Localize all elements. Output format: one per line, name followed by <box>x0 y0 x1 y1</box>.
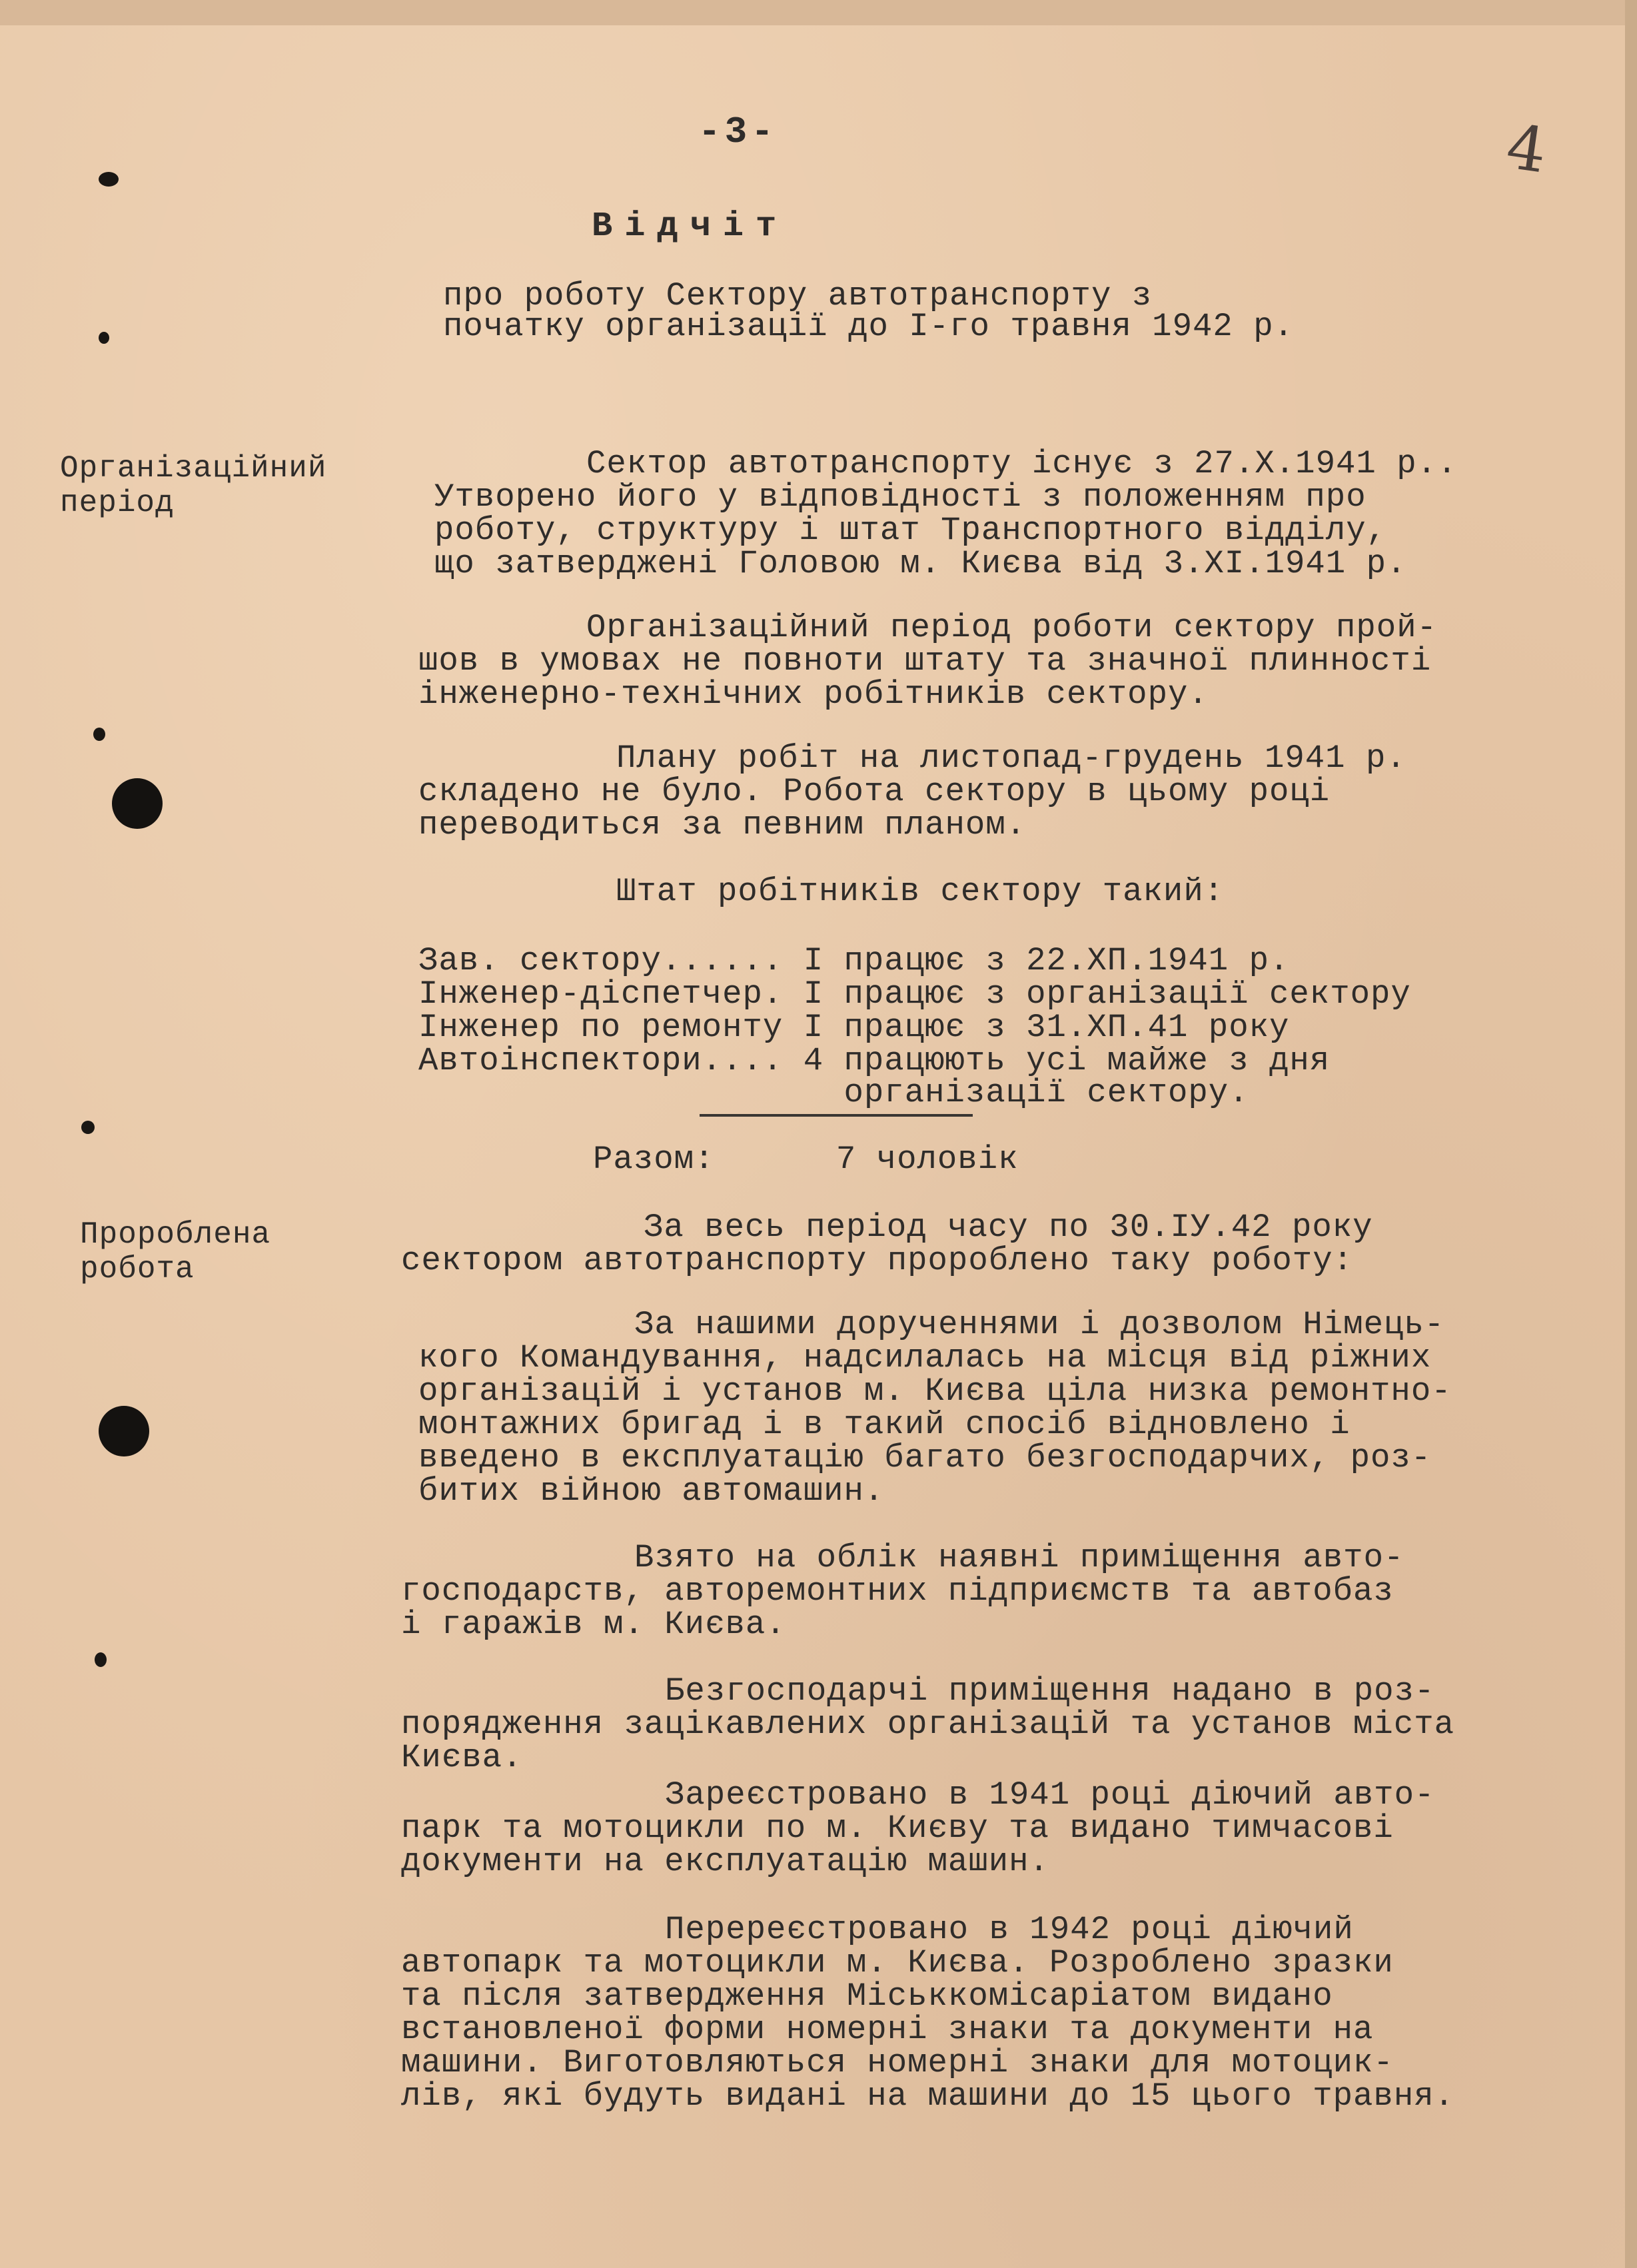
para3-line-1: Плану робіт на листопад-грудень 1941 р. <box>616 740 1406 777</box>
para4-line-2: сектором автотранспорту пророблено таку роботу: <box>401 1242 1354 1279</box>
subtitle-line-1: про роботу Сектору автотранспорту з <box>443 277 1153 314</box>
scan-border-right <box>1625 0 1637 2268</box>
archive-sheet-mark: 4 <box>1502 111 1551 187</box>
para3-line-3: переводиться за певним планом. <box>418 806 1027 844</box>
para2-line-2: шов в умовах не повноти штату та значної плинності <box>418 642 1432 680</box>
para6-line-2: господарств, авторемонтних підприємств та автобаз <box>401 1572 1394 1610</box>
para9-line-4: встановленої форми номерні знаки та документи на <box>401 2011 1374 2048</box>
para5-line-5: введено в експлуатацію багато безгосподарчих, роз- <box>418 1439 1432 1476</box>
para2-line-1: Організаційний період роботи сектору прой- <box>586 609 1438 646</box>
para8-line-2: парк та мотоцикли по м. Києву та видано тимчасові <box>401 1810 1394 1847</box>
para1-line-1: Сектор автотранспорту існує з 27.X.1941 р.. <box>586 445 1458 482</box>
margin-label-work-done-2: робота <box>80 1252 195 1287</box>
staff-row: організації сектору. <box>418 1074 1249 1111</box>
para1-line-2: Утворено його у відповідності з положенням про <box>434 478 1366 516</box>
para9-line-1: Перереєстровано в 1942 році діючий <box>665 1911 1354 1948</box>
staff-row: Інженер по ремонту I працює з 31.ХП.41 року <box>418 1009 1290 1046</box>
para8-line-1: Зареєстровано в 1941 році діючий авто- <box>665 1776 1435 1814</box>
binder-hole-top <box>112 778 163 829</box>
para9-line-5: машини. Виготовляються номерні знаки для мотоцик- <box>401 2044 1394 2081</box>
document-title: Відчіт <box>592 207 789 246</box>
para5-line-2: кого Командування, надсилалась на місця від ріжних <box>418 1339 1432 1377</box>
margin-label-work-done-1: Пророблена <box>80 1217 271 1252</box>
para7-line-1: Безгосподарчі приміщення надано в роз- <box>665 1672 1435 1710</box>
staff-row: Інженер-діспетчер. I працює з організації сектору <box>418 975 1411 1013</box>
para3-line-2: складено не було. Робота сектору в цьому році <box>418 773 1331 810</box>
margin-label-org-period-1: Організаційний <box>60 451 327 486</box>
para9-line-2: автопарк та мотоцикли м. Києва. Розроблено зразки <box>401 1944 1394 1982</box>
total-underline <box>700 1114 973 1117</box>
staff-row: Зав. сектору...... I працює з 22.ХП.1941 р. <box>418 942 1290 979</box>
para6-line-1: Взято на облік наявні приміщення авто- <box>634 1539 1404 1576</box>
para1-line-4: що затверджені Головою м. Києва від 3.XI.1941 р. <box>434 545 1407 582</box>
para1-line-3: роботу, структуру і штат Транспортного відділу, <box>434 512 1387 549</box>
para5-line-1: За нашими дорученнями і дозволом Німець- <box>634 1306 1445 1343</box>
staff-row: Автоінспектори.... 4 працюють усі майже з дня <box>418 1042 1331 1079</box>
para2-line-3: інженерно-технічних робітників сектору. <box>418 676 1209 713</box>
para7-line-3: Києва. <box>401 1739 523 1776</box>
para5-line-4: монтажних бригад і в такий спосіб відновлено і <box>418 1406 1351 1443</box>
subtitle-line-2: початку організації до I-го травня 1942 р. <box>443 308 1295 345</box>
margin-label-org-period-2: період <box>60 486 175 520</box>
ink-speck <box>93 728 105 741</box>
para5-line-3: організацій і установ м. Києва ціла низка ремонтно- <box>418 1373 1452 1410</box>
ink-speck <box>81 1121 95 1134</box>
binder-hole-bottom <box>99 1406 149 1456</box>
para6-line-3: і гаражів м. Києва. <box>401 1606 786 1643</box>
scan-border-top <box>0 0 1637 25</box>
staff-total: Разом: 7 чоловік <box>593 1141 1019 1178</box>
para4-line-1: За весь період часу по 30.IУ.42 року <box>644 1209 1373 1246</box>
ink-speck <box>95 1652 107 1667</box>
para5-line-6: битих війною автомашин. <box>418 1472 885 1510</box>
para7-line-2: порядження зацікавлених організацій та установ міста <box>401 1706 1455 1743</box>
page-number: -3- <box>698 111 778 153</box>
para8-line-3: документи на експлуатацію машин. <box>401 1843 1049 1880</box>
ink-speck <box>99 332 109 344</box>
staff-heading: Штат робітників сектору такий: <box>616 873 1225 910</box>
ink-speck <box>99 172 119 187</box>
para9-line-3: та після затвердження Міськкомісаріатом видано <box>401 1978 1333 2015</box>
para9-line-6: лів, які будуть видані на машини до 15 цього травня. <box>401 2077 1455 2115</box>
